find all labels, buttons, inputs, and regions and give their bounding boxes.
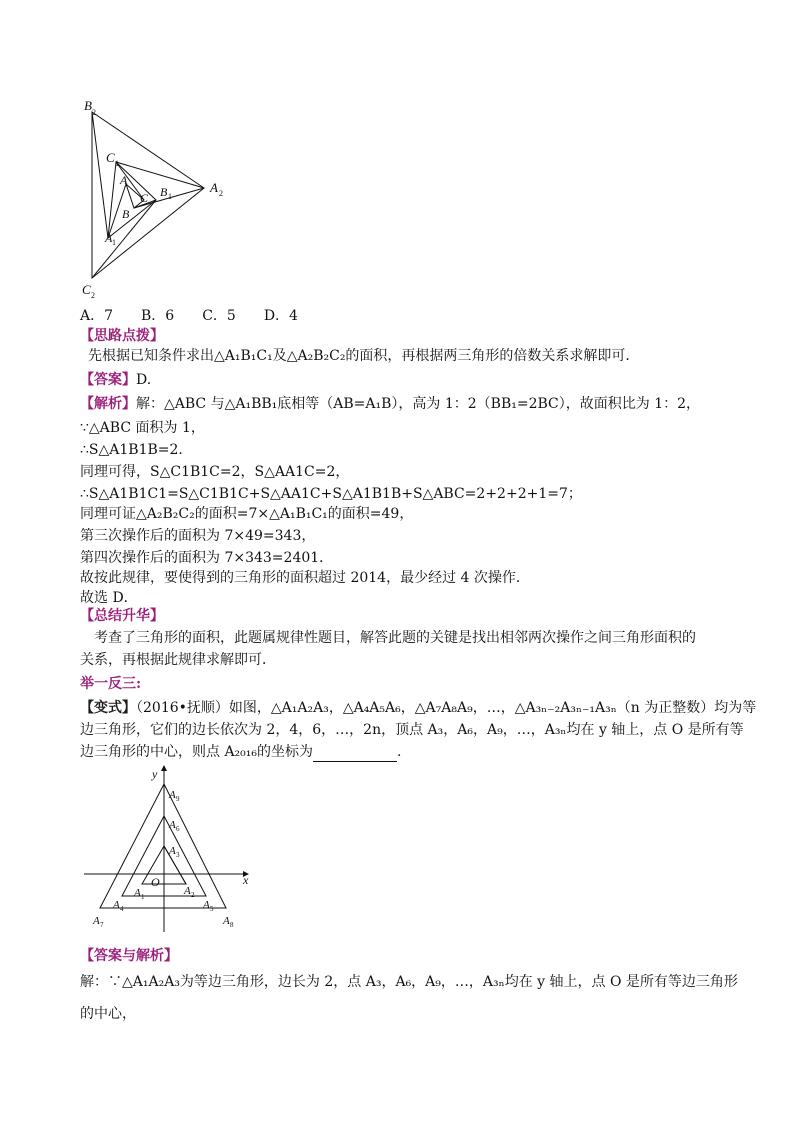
triangle-a1b1c1 xyxy=(108,162,156,238)
label-b2: B xyxy=(84,98,92,113)
label-b: B xyxy=(122,207,130,221)
label-a8-sub: 8 xyxy=(230,921,234,929)
answer-choices: A．7 B．6 C．5 D．4 xyxy=(80,308,298,324)
label-b2-sub: 2 xyxy=(92,108,96,117)
label-a2: A xyxy=(184,885,191,897)
answer-tag: 【答案】 xyxy=(80,372,136,388)
summary-line-1: 关系，再根据此规律求解即可． xyxy=(80,652,276,668)
label-a7-sub: 7 xyxy=(100,921,104,929)
variant-end: . xyxy=(397,744,402,760)
label-c2: C xyxy=(82,282,91,297)
triangle-figure-1 xyxy=(78,96,238,306)
label-c2-sub: 2 xyxy=(91,291,95,300)
label-a1: A xyxy=(134,887,141,899)
answer2-line-1: 的中心， xyxy=(80,1006,136,1022)
label-a2-sub: 2 xyxy=(219,189,223,198)
variant-line-1: 边三角形，它们的边长依次为 2，4，6，…，2n，顶点 A₃，A₆，A₉，…，A₃ₙ均在 y 轴上，点 O 是所有等 xyxy=(80,722,744,738)
summary-line-0: 考查了三角形的面积，此题属规律性题目，解答此题的关键是找出相邻两次操作之间三角形面积的 xyxy=(80,630,696,646)
analysis-line-9: 故选 D． xyxy=(80,590,138,606)
analysis-line-5: 同理可证△A₂B₂C₂的面积=7×△A₁B₁C₁的面积=49， xyxy=(80,506,414,522)
label-a4-sub: 4 xyxy=(120,905,124,913)
label-a3: A xyxy=(169,845,176,857)
label-a8: A xyxy=(223,915,230,927)
answer-blank xyxy=(313,747,397,762)
label-a5-sub: 5 xyxy=(210,905,214,913)
axis-x-label: x xyxy=(243,873,249,887)
label-c1-sub: 1 xyxy=(115,159,119,168)
coordinate-figure-2-svg xyxy=(80,760,260,936)
label-a6: A xyxy=(169,819,176,831)
analysis-line-1: ∵△ABC 面积为 1， xyxy=(80,420,205,436)
coordinate-figure-2 xyxy=(80,760,260,936)
answer-text: D. xyxy=(136,372,152,388)
analysis-tag: 【解析】 xyxy=(80,396,136,412)
label-b1-sub: 1 xyxy=(168,192,172,201)
label-a9: A xyxy=(169,789,176,801)
label-a1-sub: 1 xyxy=(112,238,116,247)
label-a2-sub: 2 xyxy=(191,891,195,899)
analysis-line-8: 故按此规律，要使得到的三角形的面积超过 2014，最少经过 4 次操作． xyxy=(80,570,530,586)
analysis-line-7: 第四次操作后的面积为 7×343=2401． xyxy=(80,550,334,566)
analysis-line-0: 解：△ABC 与△A₁BB₁底相等（AB=A₁B），高为 1：2（BB₁=2BC），故面积比为 1：2， xyxy=(136,396,701,412)
label-a3-sub: 3 xyxy=(176,851,180,859)
analysis-line-3: 同理可得，S△C1B1C=2，S△AA1C=2， xyxy=(80,464,350,480)
label-a: A xyxy=(120,173,128,187)
label-a2: A xyxy=(210,180,218,195)
variant-line-2: 边三角形的中心，则点 A₂₀₁₆的坐标为 xyxy=(80,744,314,760)
origin-label: O xyxy=(151,875,160,889)
hint-tag: 【思路点拨】 xyxy=(80,328,164,344)
variant-line-0: （2016•抚顺）如图，△A₁A₂A₃，△A₄A₅A₆，△A₇A₈A₉，…，△A₃ₙ₋₂A₃ₙ₋₁A₃ₙ（n 为正整数）均为等 xyxy=(136,700,757,716)
variant-tag: 【变式】 xyxy=(80,700,136,716)
section-title: 举一反三: xyxy=(80,676,142,692)
line-b2-a1 xyxy=(92,112,108,238)
hint-text: 先根据已知条件求出△A₁B₁C₁及△A₂B₂C₂的面积，再根据两三角形的倍数关系求解即可． xyxy=(88,348,640,364)
triangle-a7a8a9 xyxy=(100,784,226,908)
label-a4: A xyxy=(113,899,120,911)
label-c: C xyxy=(140,191,149,205)
label-a1: A xyxy=(105,231,113,245)
analysis-line-4: ∴S△A1B1C1=S△C1B1C+S△AA1C+S△A1B1B+S△ABC=2+2+2+1=7； xyxy=(80,486,582,502)
answer2-tag: 【答案与解析】 xyxy=(80,948,178,964)
analysis-line-2: ∴S△A1B1B=2． xyxy=(80,442,193,458)
label-b1: B xyxy=(160,185,168,199)
axis-y-label: y xyxy=(152,767,158,781)
label-a5: A xyxy=(203,899,210,911)
summary-tag: 【总结升华】 xyxy=(80,608,164,624)
answer2-line-0: 解：∵△A₁A₂A₃为等边三角形，边长为 2，点 A₃，A₆，A₉，…，A₃ₙ均在 y 轴上，点 O 是所有等边三角形 xyxy=(80,974,738,990)
label-a1-sub: 1 xyxy=(141,893,145,901)
analysis-line-6: 第三次操作后的面积为 7×49=343， xyxy=(80,528,316,544)
label-c1: C xyxy=(106,150,115,165)
label-a9-sub: 9 xyxy=(176,795,180,803)
label-a6-sub: 6 xyxy=(176,825,180,833)
label-a7: A xyxy=(93,915,100,927)
triangle-figure-1-svg xyxy=(78,96,238,306)
